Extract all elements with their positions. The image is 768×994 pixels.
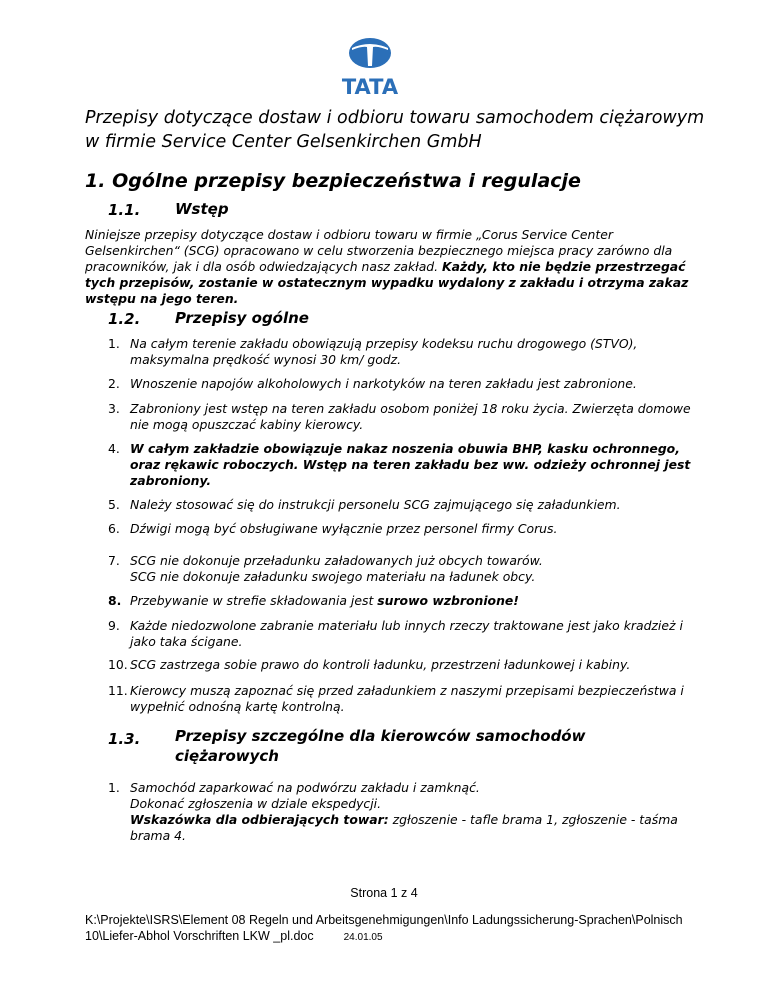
list-number: 6.	[108, 521, 120, 536]
list-item	[108, 376, 708, 392]
list-text: Wnoszenie napojów alkoholowych i narkotyków na teren zakładu jest zabronione.	[130, 376, 637, 391]
list-number: 4.	[108, 441, 120, 456]
pickup-hint-text: zgłoszenie - tafle brama 1, zgłoszenie - taśma brama 4.	[130, 812, 678, 843]
list-text-emphasis: surowo wzbronione!	[377, 593, 519, 608]
footer-file-path	[85, 912, 705, 946]
list-item	[108, 441, 708, 489]
list-number: 11.	[108, 683, 128, 698]
subsection-1-3-number: 1.3.	[108, 730, 141, 748]
pickup-hint-label: Wskazówka dla odbierających towar:	[130, 812, 389, 827]
list-text: Przebywanie w strefie składowania jest	[130, 593, 378, 608]
list-item	[108, 618, 708, 650]
list-text: W całym zakładzie obowiązuje nakaz noszenia obuwia BHP, kasku ochronnego, oraz rękawic roboczych. Wstęp na teren zakładu bez ww. odzieży ochronnej jest zabroniony.	[130, 441, 691, 488]
list-number: 9.	[108, 618, 120, 633]
list-number: 3.	[108, 401, 120, 416]
list-text: Należy stosować się do instrukcji personelu SCG zajmującego się załadunkiem.	[130, 497, 621, 512]
list-text: Każde niedozwolone zabranie materiału lub innych rzeczy traktowane jest jako kradzież i jako taka ścigane.	[130, 618, 683, 649]
list-item	[108, 521, 708, 537]
list-number: 2.	[108, 376, 120, 391]
logo-wordmark: TATA	[341, 75, 399, 98]
list-text: Samochód zaparkować na podwórzu zakładu i zamknąć.	[130, 780, 480, 795]
list-text-line-2: SCG nie dokonuje załadunku swojego materiału na ładunek obcy.	[130, 569, 536, 584]
list-text: SCG nie dokonuje przeładunku załadowanych już obcych towarów.	[130, 553, 543, 568]
section-number: 1.	[85, 170, 106, 192]
list-number: 8.	[108, 593, 122, 608]
footer-date: 24.01.05	[343, 932, 383, 943]
intro-text: Niniejsze przepisy dotyczące dostaw i odbioru towaru w firmie „Corus Service Center Gelsenkirchen“ (SCG) opracowano w celu stworzenia bezpiecznego miejsca pracy zarówno dla pracowników, jak i dla osób odwiedzających nasz zakład.	[85, 227, 673, 274]
section-title: Ogólne przepisy bezpieczeństwa i regulacje	[112, 170, 581, 192]
list-item	[108, 336, 708, 368]
list-text: Zabroniony jest wstęp na teren zakładu osobom poniżej 18 roku życia. Zwierzęta domowe nie mogą opuszczać kabiny kierowcy.	[130, 401, 691, 432]
list-text: Dźwigi mogą być obsługiwane wyłącznie przez personel firmy Corus.	[130, 521, 558, 536]
list-item	[108, 401, 708, 433]
list-text: Kierowcy muszą zapoznać się przed załadunkiem z naszymi przepisami bezpieczeństwa i wypełnić odnośną kartę kontrolną.	[130, 683, 684, 714]
subsection-1-1-number: 1.1.	[108, 201, 141, 219]
list-item	[108, 553, 708, 585]
list-text: SCG zastrzega sobie prawo do kontroli ładunku, przestrzeni ładunkowej i kabiny.	[130, 657, 631, 672]
list-item	[108, 497, 708, 513]
list-text: Na całym terenie zakładu obowiązują przepisy kodeksu ruchu drogowego (STVO), maksymalna prędkość wynosi 30 km/ godz.	[130, 336, 638, 367]
subsection-1-1-title: Wstęp	[175, 200, 229, 218]
subsection-1-3-title: Przepisy szczególne dla kierowców samochodów ciężarowych	[175, 727, 586, 765]
document-title: Przepisy dotyczące dostaw i odbioru towaru samochodem ciężarowym w firmie Service Center Gelsenkirchen GmbH	[85, 108, 705, 152]
list-item	[108, 683, 708, 715]
subsection-1-2-title: Przepisy ogólne	[175, 309, 309, 327]
tata-logo	[330, 36, 410, 98]
list-number: 7.	[108, 553, 120, 568]
subsection-1-2-number: 1.2.	[108, 310, 141, 328]
section-1-heading	[85, 170, 581, 192]
list-item	[108, 657, 708, 673]
list-item	[108, 593, 708, 609]
list-text-line-2: Dokonać zgłoszenia w dziale ekspedycji.	[130, 796, 382, 811]
intro-paragraph	[85, 227, 705, 307]
list-number: 1.	[108, 780, 120, 795]
list-item	[108, 780, 708, 844]
intro-warning-text: Każdy, kto nie będzie przestrzegać tych przepisów, zostanie w ostatecznym wypadku wydalony z zakładu i otrzyma zakaz wstępu na jego teren.	[85, 259, 689, 306]
file-path-text: K:\Projekte\ISRS\Element 08 Regeln und Arbeitsgenehmigungen\Info Ladungssicherung-Sprachen\Polnisch 10\Liefer-Abhol Vorschriften LKW _pl.doc	[85, 913, 683, 943]
list-number: 1.	[108, 336, 120, 351]
list-number: 10.	[108, 657, 128, 672]
list-number: 5.	[108, 497, 120, 512]
page-number: Strona 1 z 4	[350, 886, 418, 900]
tata-emblem-icon	[330, 36, 410, 98]
